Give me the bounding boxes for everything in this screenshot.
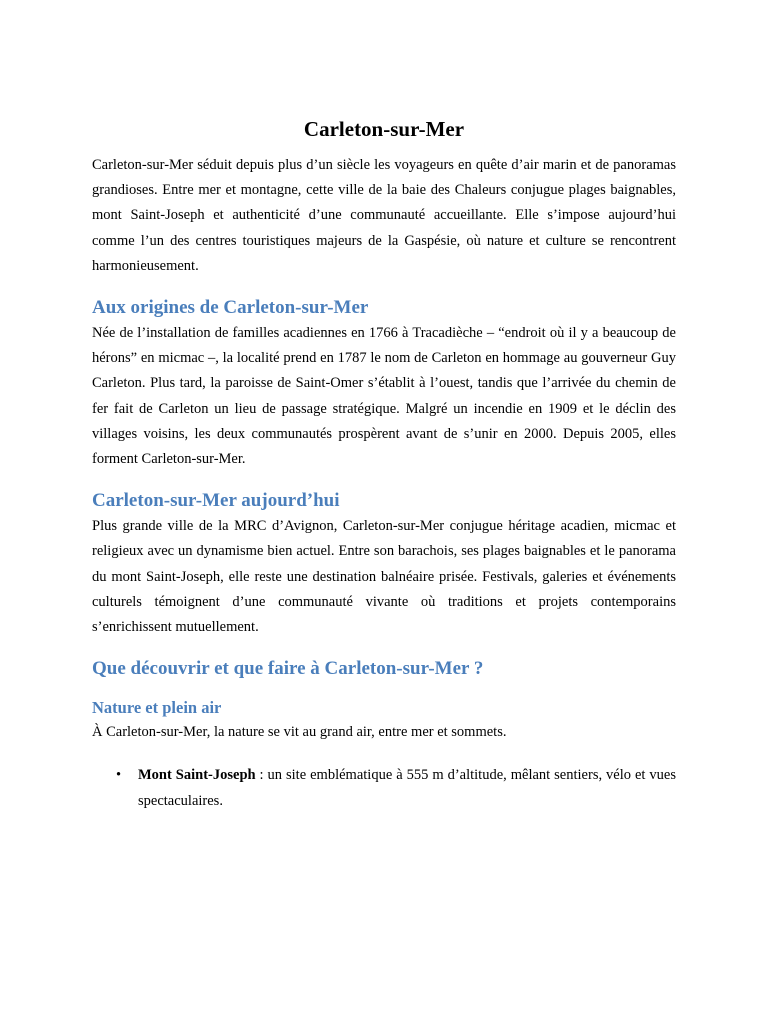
section-heading-origins: Aux origines de Carleton-sur-Mer (92, 297, 369, 319)
today-paragraph: Plus grande ville de la MRC d’Avignon, Carleton-sur-Mer conjugue héritage acadien, micmac et religieux avec un dynamisme bien actuel. Entre son barachois, ses plages baignables et le panorama du mont Saint-Joseph, elle reste une destination balnéaire prisée. Festivals, galeries et événements culturels témoignent d’une communauté vivante où traditions et projets contemporains s’enrichissent mutuellement. (92, 518, 676, 636)
nature-bullet-list (92, 763, 676, 813)
list-item (116, 763, 676, 813)
section-heading-today: Carleton-sur-Mer aujourd’hui (92, 490, 340, 512)
bullet-icon: • (116, 767, 122, 784)
document-title: Carleton-sur-Mer (303, 117, 465, 141)
nature-paragraph: À Carleton-sur-Mer, la nature se vit au grand air, entre mer et sommets. (92, 724, 507, 741)
bullet-term: Mont Saint-Joseph (138, 767, 256, 784)
bullet-text: : un site emblématique à 555 m d’altitude, mêlant sentiers, vélo et vues spectaculaires. (138, 767, 676, 809)
subsection-heading-nature: Nature et plein air (92, 698, 222, 718)
intro-paragraph: Carleton-sur-Mer séduit depuis plus d’un siècle les voyageurs en quête d’air marin et de panoramas grandioses. Entre mer et montagne, cette ville de la baie des Chaleurs conjugue plages baignables, mont Saint-Joseph et authenticité d’une communauté accueillante. Elle s’impose aujourd’hui comme l’un des centres touristiques majeurs de la Gaspésie, où nature et culture se rencontrent harmonieusement. (92, 157, 676, 274)
section-heading-discover: Que découvrir et que faire à Carleton-sur-Mer ? (92, 658, 484, 680)
origins-paragraph: Née de l’installation de familles acadiennes en 1766 à Tracadièche – “endroit où il y a beaucoup de hérons” en micmac –, la localité prend en 1787 le nom de Carleton en hommage au gouverneur Guy Carleton. Plus tard, la paroisse de Saint-Omer s’établit à l’ouest, tandis que l’arrivée du chemin de fer fait de Carleton un lieu de passage stratégique. Malgré un incendie en 1909 et le déclin des villages voisins, les deux communautés prospèrent avant de s’unir en 2000. Depuis 2005, elles forment Carleton-sur-Mer. (92, 325, 676, 468)
